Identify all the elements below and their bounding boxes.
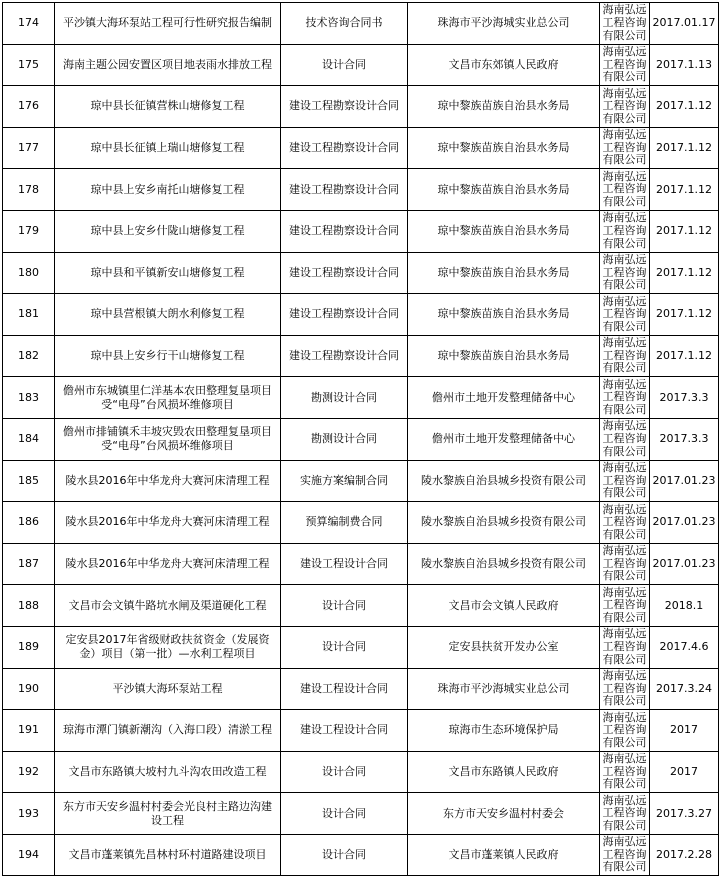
table-row [3,668,719,710]
table-row [3,460,719,502]
date-cell: 2017.1.12 [650,252,719,294]
date-cell: 2017.1.12 [650,210,719,252]
date-cell: 2017.01.23 [650,543,719,585]
contractor-cell: 海南弘远工程咨询有限公司 [600,626,650,668]
row-number-cell: 180 [3,252,55,294]
table-row [3,626,719,668]
client-cell: 琼中黎族苗族自治县水务局 [408,294,600,336]
contract-type-cell: 设计合同 [281,585,408,627]
client-cell: 琼中黎族苗族自治县水务局 [408,210,600,252]
contractor-cell: 海南弘远工程咨询有限公司 [600,543,650,585]
row-number-cell: 177 [3,127,55,169]
client-cell: 琼中黎族苗族自治县水务局 [408,252,600,294]
row-number-cell: 192 [3,751,55,793]
client-cell: 定安县扶贫开发办公室 [408,626,600,668]
project-name-cell: 海南主题公园安置区项目地表雨水排放工程 [55,44,281,86]
project-name-cell: 文昌市蓬莱镇先昌林村环村道路建设项目 [55,834,281,876]
client-cell: 珠海市平沙海城实业总公司 [408,668,600,710]
contractor-cell: 海南弘远工程咨询有限公司 [600,210,650,252]
contract-type-cell: 实施方案编制合同 [281,460,408,502]
client-cell: 陵水黎族自治县城乡投资有限公司 [408,543,600,585]
table-row [3,169,719,211]
client-cell: 琼中黎族苗族自治县水务局 [408,335,600,377]
client-cell: 文昌市东郊镇人民政府 [408,44,600,86]
date-cell: 2017.3.24 [650,668,719,710]
row-number-cell: 191 [3,710,55,752]
date-cell: 2018.1 [650,585,719,627]
project-name-cell: 琼中县长征镇营株山塘修复工程 [55,86,281,128]
contractor-cell: 海南弘远工程咨询有限公司 [600,335,650,377]
contractor-cell: 海南弘远工程咨询有限公司 [600,86,650,128]
contract-table [2,2,719,876]
contract-type-cell: 建设工程勘察设计合同 [281,252,408,294]
table-row [3,377,719,419]
date-cell: 2017.01.17 [650,3,719,45]
contract-type-cell: 勘测设计合同 [281,418,408,460]
client-cell: 儋州市土地开发整理储备中心 [408,418,600,460]
row-number-cell: 174 [3,3,55,45]
row-number-cell: 186 [3,502,55,544]
contractor-cell: 海南弘远工程咨询有限公司 [600,710,650,752]
client-cell: 琼中黎族苗族自治县水务局 [408,86,600,128]
contract-type-cell: 建设工程设计合同 [281,668,408,710]
table-row [3,418,719,460]
table-row [3,710,719,752]
row-number-cell: 183 [3,377,55,419]
table-row [3,585,719,627]
table-row [3,502,719,544]
row-number-cell: 185 [3,460,55,502]
client-cell: 陵水黎族自治县城乡投资有限公司 [408,460,600,502]
contract-type-cell: 建设工程勘察设计合同 [281,210,408,252]
project-name-cell: 琼中县长征镇上瑞山塘修复工程 [55,127,281,169]
row-number-cell: 190 [3,668,55,710]
project-name-cell: 琼中县上安乡行干山塘修复工程 [55,335,281,377]
client-cell: 琼中黎族苗族自治县水务局 [408,127,600,169]
table-row [3,834,719,876]
date-cell: 2017.3.27 [650,793,719,835]
project-name-cell: 陵水县2016年中华龙舟大赛河床清理工程 [55,502,281,544]
date-cell: 2017.1.12 [650,294,719,336]
contract-type-cell: 建设工程勘察设计合同 [281,127,408,169]
row-number-cell: 184 [3,418,55,460]
contractor-cell: 海南弘远工程咨询有限公司 [600,460,650,502]
client-cell: 文昌市蓬莱镇人民政府 [408,834,600,876]
client-cell: 琼海市生态环境保护局 [408,710,600,752]
contract-type-cell: 建设工程勘察设计合同 [281,169,408,211]
contract-type-cell: 设计合同 [281,44,408,86]
date-cell: 2017.1.12 [650,86,719,128]
row-number-cell: 181 [3,294,55,336]
date-cell: 2017.01.23 [650,502,719,544]
table-row [3,44,719,86]
table-row [3,252,719,294]
project-name-cell: 儋州市排铺镇禾丰坡灾毁农田整理复垦项目受“电母”台风损坏维修项目 [55,418,281,460]
client-cell: 琼中黎族苗族自治县水务局 [408,169,600,211]
date-cell: 2017.1.13 [650,44,719,86]
contract-type-cell: 设计合同 [281,834,408,876]
date-cell: 2017.3.3 [650,377,719,419]
project-name-cell: 文昌市东路镇大坡村九斗沟农田改造工程 [55,751,281,793]
contractor-cell: 海南弘远工程咨询有限公司 [600,44,650,86]
project-name-cell: 琼中县上安乡南托山塘修复工程 [55,169,281,211]
date-cell: 2017.1.12 [650,169,719,211]
client-cell: 东方市天安乡温村村委会 [408,793,600,835]
contractor-cell: 海南弘远工程咨询有限公司 [600,127,650,169]
project-name-cell: 琼中县营根镇大朗水利修复工程 [55,294,281,336]
contractor-cell: 海南弘远工程咨询有限公司 [600,3,650,45]
row-number-cell: 175 [3,44,55,86]
date-cell: 2017.1.12 [650,335,719,377]
contractor-cell: 海南弘远工程咨询有限公司 [600,668,650,710]
contractor-cell: 海南弘远工程咨询有限公司 [600,294,650,336]
table-row [3,751,719,793]
project-name-cell: 文昌市会文镇牛路坑水闸及渠道硬化工程 [55,585,281,627]
project-name-cell: 平沙镇大海环泵站工程 [55,668,281,710]
table-row [3,127,719,169]
client-cell: 文昌市东路镇人民政府 [408,751,600,793]
contract-type-cell: 建设工程设计合同 [281,543,408,585]
project-name-cell: 琼海市潭门镇新潮沟（入海口段）清淤工程 [55,710,281,752]
date-cell: 2017.4.6 [650,626,719,668]
row-number-cell: 179 [3,210,55,252]
table-row [3,793,719,835]
row-number-cell: 176 [3,86,55,128]
contractor-cell: 海南弘远工程咨询有限公司 [600,793,650,835]
contractor-cell: 海南弘远工程咨询有限公司 [600,502,650,544]
date-cell: 2017 [650,751,719,793]
client-cell: 陵水黎族自治县城乡投资有限公司 [408,502,600,544]
contract-type-cell: 设计合同 [281,751,408,793]
table-row [3,86,719,128]
contractor-cell: 海南弘远工程咨询有限公司 [600,585,650,627]
row-number-cell: 193 [3,793,55,835]
contract-type-cell: 建设工程勘察设计合同 [281,335,408,377]
row-number-cell: 182 [3,335,55,377]
client-cell: 儋州市土地开发整理储备中心 [408,377,600,419]
project-name-cell: 儋州市东城镇里仁洋基本农田整理复垦项目受“电母”台风损坏维修项目 [55,377,281,419]
date-cell: 2017.3.3 [650,418,719,460]
contract-type-cell: 建设工程勘察设计合同 [281,294,408,336]
row-number-cell: 189 [3,626,55,668]
client-cell: 文昌市会文镇人民政府 [408,585,600,627]
contract-type-cell: 建设工程勘察设计合同 [281,86,408,128]
row-number-cell: 194 [3,834,55,876]
contractor-cell: 海南弘远工程咨询有限公司 [600,418,650,460]
table-row [3,543,719,585]
project-name-cell: 陵水县2016年中华龙舟大赛河床清理工程 [55,543,281,585]
row-number-cell: 178 [3,169,55,211]
table-row [3,294,719,336]
date-cell: 2017 [650,710,719,752]
row-number-cell: 188 [3,585,55,627]
table-row [3,3,719,45]
contract-type-cell: 建设工程设计合同 [281,710,408,752]
table-row [3,335,719,377]
contractor-cell: 海南弘远工程咨询有限公司 [600,834,650,876]
contract-type-cell: 技术咨询合同书 [281,3,408,45]
date-cell: 2017.1.12 [650,127,719,169]
client-cell: 珠海市平沙海城实业总公司 [408,3,600,45]
project-name-cell: 琼中县和平镇新安山塘修复工程 [55,252,281,294]
project-name-cell: 陵水县2016年中华龙舟大赛河床清理工程 [55,460,281,502]
project-name-cell: 平沙镇大海环泵站工程可行性研究报告编制 [55,3,281,45]
contract-type-cell: 预算编制费合同 [281,502,408,544]
contractor-cell: 海南弘远工程咨询有限公司 [600,377,650,419]
project-name-cell: 定安县2017年省级财政扶贫资金（发展资金）项目（第一批）—水利工程项目 [55,626,281,668]
contractor-cell: 海南弘远工程咨询有限公司 [600,751,650,793]
date-cell: 2017.01.23 [650,460,719,502]
project-name-cell: 东方市天安乡温村村委会光良村主路边沟建设工程 [55,793,281,835]
contractor-cell: 海南弘远工程咨询有限公司 [600,169,650,211]
contract-type-cell: 勘测设计合同 [281,377,408,419]
contract-table-body [3,3,719,876]
contract-type-cell: 设计合同 [281,626,408,668]
row-number-cell: 187 [3,543,55,585]
table-row [3,210,719,252]
contractor-cell: 海南弘远工程咨询有限公司 [600,252,650,294]
date-cell: 2017.2.28 [650,834,719,876]
contract-type-cell: 设计合同 [281,793,408,835]
project-name-cell: 琼中县上安乡什陇山塘修复工程 [55,210,281,252]
